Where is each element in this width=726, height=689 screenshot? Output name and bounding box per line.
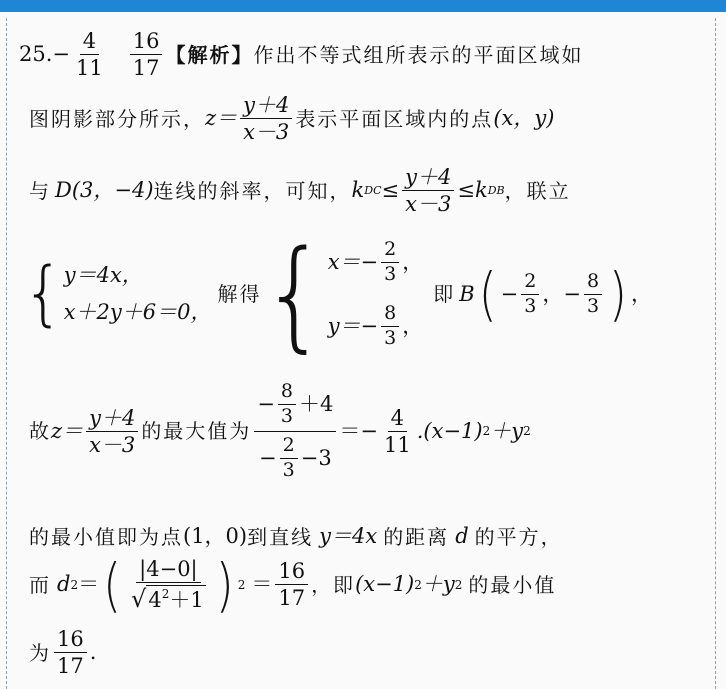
line-2: 图阴影部分所示， z＝ $\frac{y+4}{x-3}$ 表示平面区域内的点 (x，y) [29, 93, 555, 145]
system-1: y＝4x， x＋2y＋6＝0， [63, 263, 212, 324]
line-7: 而 d 2 ＝ ( |4−0| √ $4^2+1$ ) 2 ＝ $\frac{16}{17}$ ，即 (x−1) 2 ＋y 2 的最小值 [29, 550, 557, 619]
line-3: 与 D(3，−4) 连线的斜率，可知， k DC ≤ $\frac{y+4}{x-3}$ ≤ k DB ，联立 [29, 165, 571, 217]
slope-fraction: $\frac{y+4}{x-3}$ [402, 166, 454, 215]
line-8: 为 $\frac{16}{17}$ . [29, 627, 97, 679]
line-1 [19, 30, 583, 79]
brace-1: { [23, 253, 64, 335]
line-4: { y＝4x， x＋2y＋6＝0， 解得 { x＝− $\frac{2}{3}$ ， y＝− $\frac{8}{3}$ ， 即 B ( − $\frac{2}{3}$ ， − $\frac{8}{3}$ ) ， [23, 223, 652, 365]
line-6: 的最小值即为点 (1，0) 到直线 y＝4x 的距离 d 的平方， [29, 524, 563, 549]
problem-number: 25. [19, 42, 53, 67]
line-5: 故 z＝ $\frac{y+4}{x-3}$ 的最大值为 − $\frac{8}{3}$ ＋4 − $\frac{2}{3}$ −3 ＝− $\frac{4}{11}$ .(x−1) 2 ＋y 2 [29, 380, 531, 481]
z-fraction: $\frac{y+4}{x-3}$ [240, 94, 292, 143]
sqrt: √ $4^2+1$ [131, 585, 204, 614]
answer-1-sign: − [52, 42, 71, 67]
distance-fraction: |4−0| √ $4^2+1$ [131, 557, 204, 614]
answer-1-fraction: $\frac{4}{11}$ [76, 29, 103, 81]
answer-2-fraction: $\frac{16}{17}$ [130, 30, 163, 79]
analysis-tag: 【解析】 [165, 42, 254, 67]
line-1-text: 作出不等式组所表示的平面区域如 [253, 42, 584, 67]
system-2: x＝− $\frac{2}{3}$ ， y＝− $\frac{8}{3}$ ， [327, 237, 424, 349]
brace-2: { [261, 223, 328, 365]
content-frame [6, 18, 716, 689]
max-value-compound-fraction: − $\frac{8}{3}$ ＋4 − $\frac{2}{3}$ −3 [254, 382, 336, 481]
final-fraction: $\frac{16}{17}$ [54, 628, 87, 677]
top-bar [0, 0, 726, 12]
